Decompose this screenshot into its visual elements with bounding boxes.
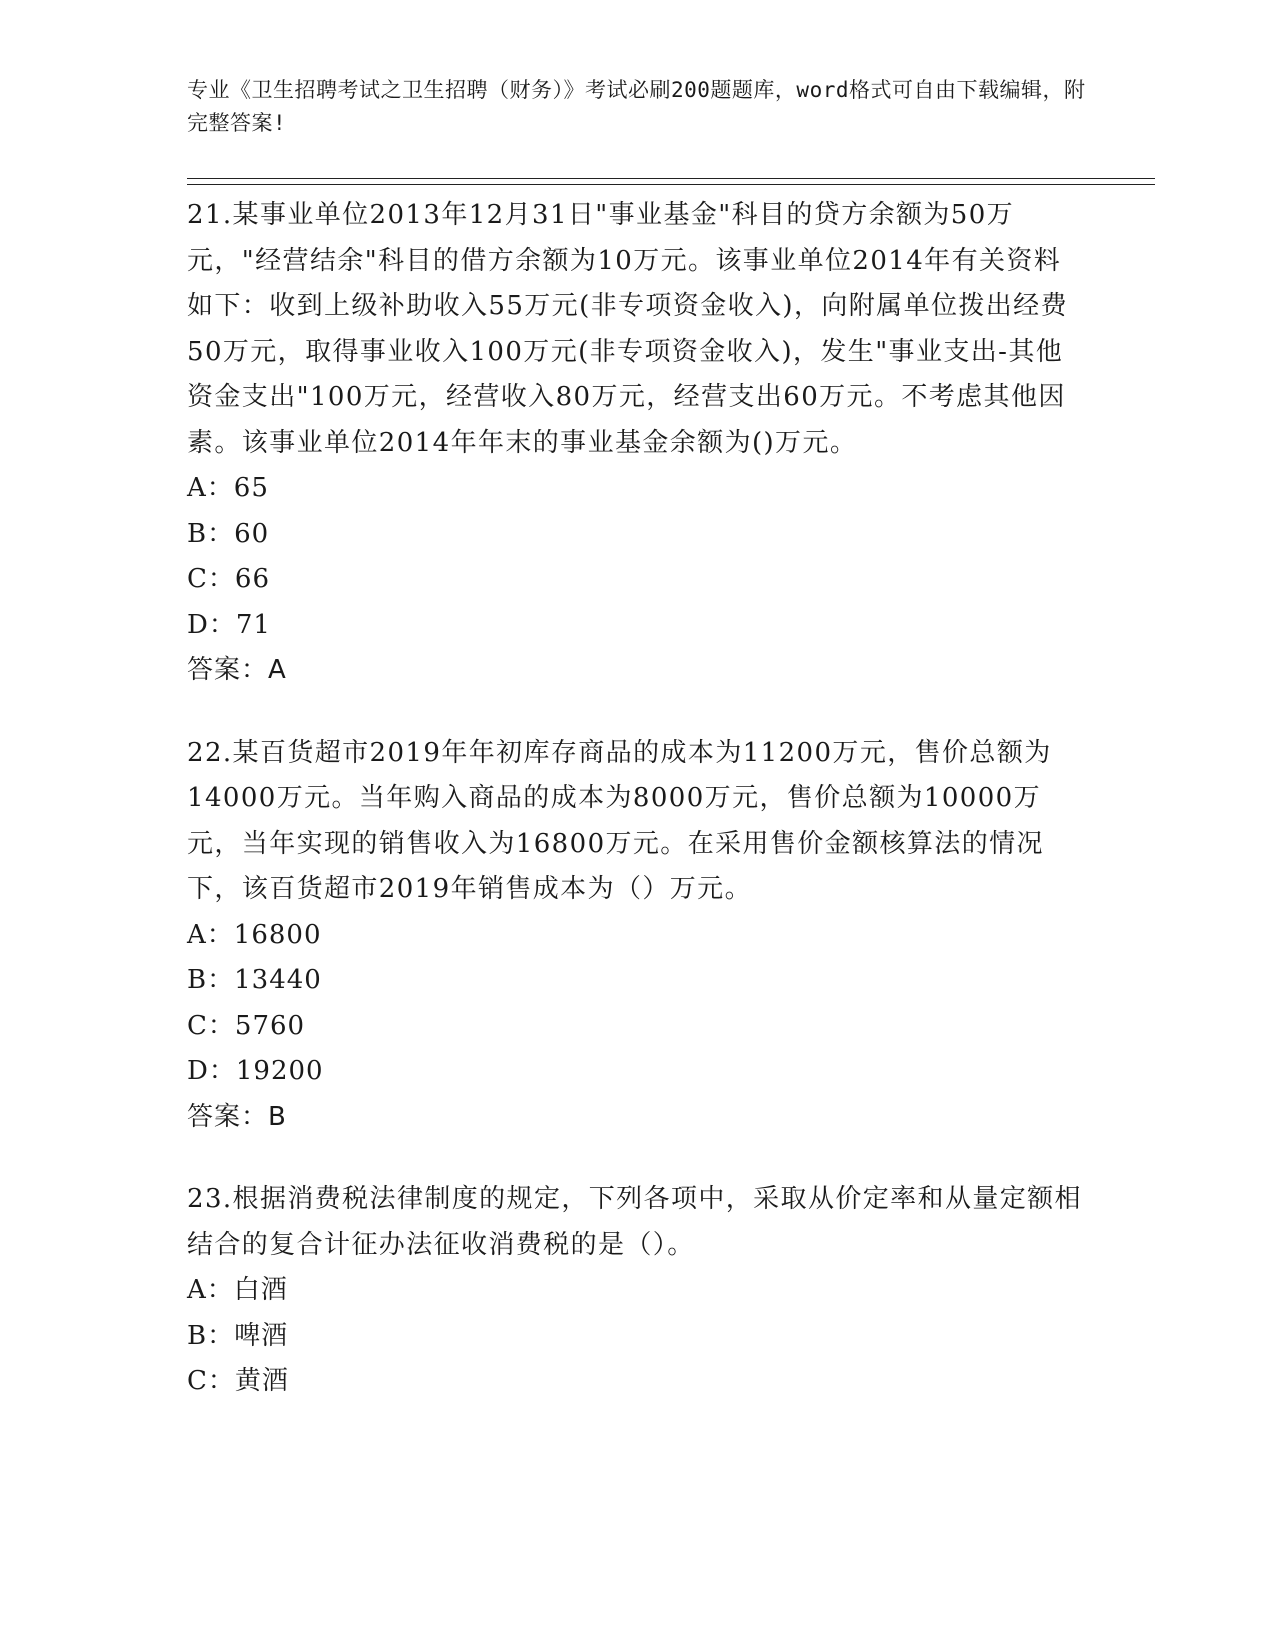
option-letter: A： (187, 473, 234, 503)
option-letter: C： (187, 1010, 235, 1041)
option-d (187, 1049, 1087, 1095)
option-letter: D： (187, 1056, 236, 1086)
option-text: 啤酒 (234, 1320, 289, 1351)
option-a (187, 1268, 1087, 1314)
option-c (187, 1004, 1087, 1050)
option-text: 13440 (234, 965, 322, 995)
option-text: 白酒 (233, 1275, 288, 1305)
option-text: 5760 (234, 1010, 306, 1041)
header-divider-top (187, 178, 1155, 179)
question-23 (187, 1177, 1087, 1405)
header-divider-bottom (187, 184, 1155, 185)
option-text: 71 (235, 609, 271, 640)
option-letter: D： (187, 609, 236, 640)
option-text: 66 (234, 564, 270, 594)
option-list (187, 1268, 1087, 1405)
answer-line (187, 648, 1087, 694)
option-text: 60 (234, 518, 270, 549)
option-letter: C： (187, 564, 235, 594)
option-c (187, 557, 1087, 603)
option-c (187, 1359, 1087, 1405)
option-a (187, 913, 1087, 959)
option-list (187, 913, 1087, 1095)
option-letter: B： (187, 965, 235, 995)
option-text: 65 (233, 473, 269, 503)
option-letter: A： (187, 1275, 234, 1305)
option-letter: A： (187, 919, 234, 950)
answer-line (187, 1095, 1087, 1141)
question-list (187, 193, 1087, 1442)
option-list (187, 466, 1087, 648)
answer-label: 答案： (187, 655, 269, 685)
option-letter: B： (187, 1320, 235, 1351)
option-letter: B： (187, 518, 235, 549)
question-22 (187, 731, 1087, 1141)
option-text: 黄酒 (234, 1366, 289, 1396)
question-stem: 22.某百货超市2019年年初库存商品的成本为11200万元，售价总额为14000万元。当年购入商品的成本为8000万元，售价总额为10000万元，当年实现的销售收入为16800万元。在采用售价金额核算法的情况下，该百货超市2019年销售成本为（）万元。 (187, 737, 1052, 904)
answer-value: A (268, 655, 287, 685)
question-stem: 21.某事业单位2013年12月31日"事业基金"科目的贷方余额为50万元，"经营结余"科目的借方余额为10万元。该事业单位2014年有关资料如下：收到上级补助收入55万元(非专项资金收入)，向附属单位拨出经费50万元，取得事业收入100万元(非专项资金收入)，发生"事业支出-其他资金支出"100万元，经营收入80万元，经营支出60万元。不考虑其他因素。该事业单位2014年年末的事业基金余额为()万元。 (187, 200, 1068, 458)
question-21 (187, 193, 1087, 694)
question-stem: 23.根据消费税法律制度的规定，下列各项中，采取从价定率和从量定额相结合的复合计征办法征收消费税的是（）。 (187, 1184, 1082, 1260)
option-a (187, 466, 1087, 512)
answer-value: B (268, 1101, 287, 1132)
option-text: 19200 (235, 1056, 324, 1086)
option-b (187, 512, 1087, 558)
option-b (187, 958, 1087, 1004)
option-b (187, 1314, 1087, 1360)
document-header: 专业《卫生招聘考试之卫生招聘（财务）》考试必刷200题题库，word格式可自由下载编辑，附完整答案! (187, 78, 1086, 135)
option-d (187, 603, 1087, 649)
option-text: 16800 (233, 919, 322, 950)
option-letter: C： (187, 1366, 235, 1396)
answer-label: 答案： (187, 1101, 269, 1132)
